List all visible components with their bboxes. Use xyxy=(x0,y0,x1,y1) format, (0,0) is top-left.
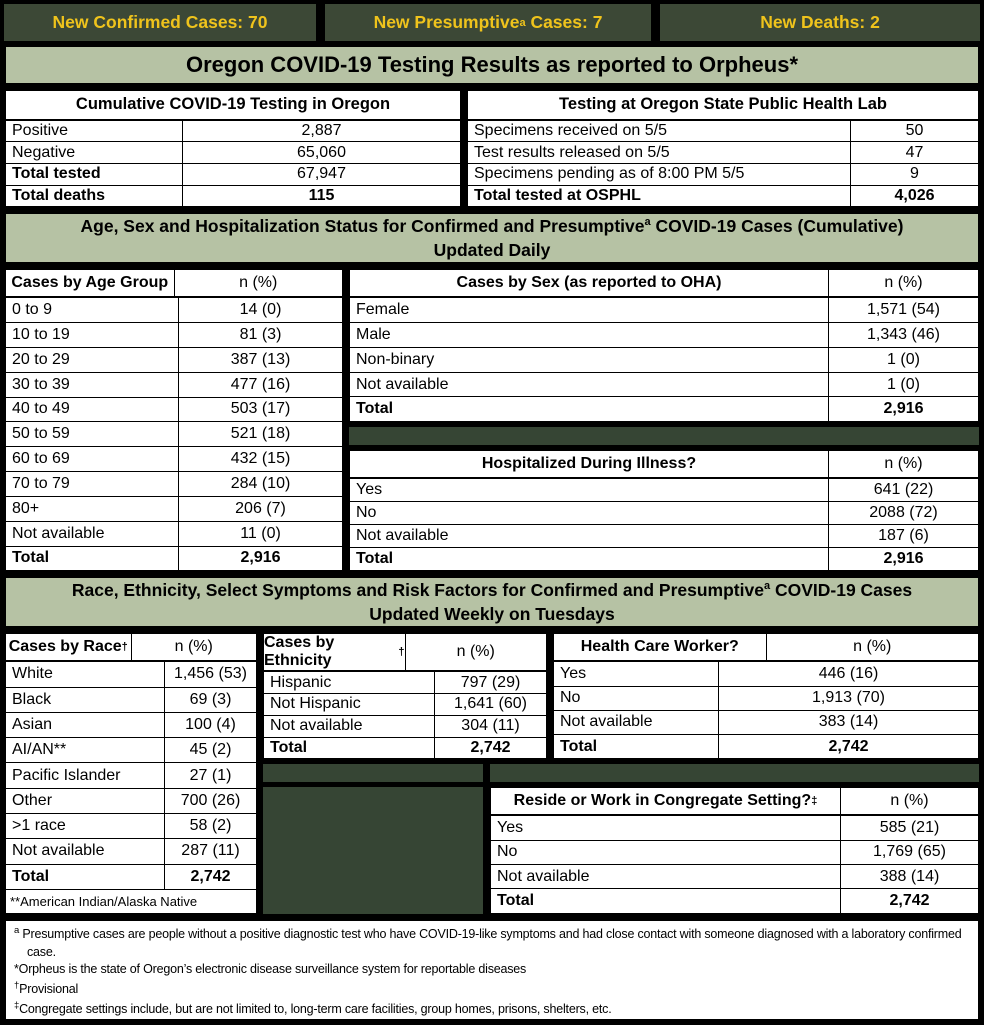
row-value-cell: 1,913 (70) xyxy=(718,687,978,710)
section-title-line1 xyxy=(72,578,912,602)
row-label-cell: Total xyxy=(497,892,535,910)
table-row xyxy=(6,322,342,347)
row-label-cell: Yes xyxy=(497,818,524,836)
table-row xyxy=(491,864,978,888)
risk-section-title xyxy=(4,576,980,628)
table-row xyxy=(554,662,978,685)
row-value-cell: 115 xyxy=(182,186,460,207)
table-body xyxy=(350,298,978,421)
row-value-cell: 206 (7) xyxy=(178,497,342,521)
table-row xyxy=(554,734,978,758)
table-row xyxy=(6,737,256,762)
new-deaths-badge xyxy=(660,4,980,41)
row-label-cell: Pacific Islander xyxy=(12,766,121,784)
table-row xyxy=(264,715,546,737)
title-text: Race, Ethnicity, Select Symptoms and Risk Factors for Confirmed and Presumptive xyxy=(71,580,764,601)
footnote xyxy=(14,924,970,962)
table-row xyxy=(264,693,546,715)
table-row xyxy=(6,813,256,838)
new-deaths-text: New Deaths: 2 xyxy=(760,12,880,33)
row-label-cell: Other xyxy=(12,791,53,809)
new-confirmed-cases-text: New Confirmed Cases: 70 xyxy=(52,12,268,33)
filler-strip-row xyxy=(262,763,980,783)
table-row xyxy=(491,816,978,839)
row-label-cell: Specimens received on 5/5 xyxy=(474,121,667,139)
health-care-worker-table xyxy=(552,632,980,760)
alert-bar xyxy=(4,4,980,41)
title-text: Age, Sex and Hospitalization Status for Confirmed and Presumptive xyxy=(80,216,645,237)
row-value-cell: 641 (22) xyxy=(828,479,978,501)
table-row xyxy=(6,471,342,496)
header-value-cell: n (%) xyxy=(840,788,978,814)
title-text: COVID-19 Cases xyxy=(770,580,913,601)
row-label-cell: 10 to 19 xyxy=(12,325,70,343)
congregate-row xyxy=(262,786,980,914)
row-value-cell: 50 xyxy=(850,121,978,142)
footnote-marker: ‡ xyxy=(14,1000,20,1012)
header-label-cell: Reside or Work in Congregate Setting? ‡ xyxy=(513,792,818,810)
row-label-cell: No xyxy=(560,689,581,707)
row-label-cell: Not available xyxy=(356,527,449,545)
table-row xyxy=(6,421,342,446)
row-value-cell: 1,571 (54) xyxy=(828,298,978,322)
row-value-cell: 2,742 xyxy=(434,738,546,759)
header-value-cell: n (%) xyxy=(131,634,257,660)
table-header: Testing at Oregon State Public Health Lab xyxy=(468,91,978,121)
row-label-cell: White xyxy=(12,665,53,683)
table-row xyxy=(468,141,978,163)
table-row xyxy=(350,524,978,547)
table-row xyxy=(350,547,978,570)
cumulative-testing-table xyxy=(4,89,462,209)
sex-hospitalization-column xyxy=(348,268,980,572)
header-value-cell: n (%) xyxy=(766,634,979,660)
row-value-cell: 2,916 xyxy=(828,397,978,421)
cases-by-ethnicity-table xyxy=(262,632,548,760)
row-label-cell: Asian xyxy=(12,716,53,733)
row-value-cell: 69 (3) xyxy=(164,688,256,712)
title-text: COVID-19 Cases (Cumulative) xyxy=(650,216,904,237)
row-value-cell: 2088 (72) xyxy=(828,502,978,524)
row-label-cell: Hispanic xyxy=(270,673,332,691)
header-label-cell: Cases by Sex (as reported to OHA) xyxy=(456,274,722,292)
table-row xyxy=(6,762,256,787)
row-label-cell: Total tested at OSPHL xyxy=(474,186,641,204)
row-value-cell: 14 (0) xyxy=(178,298,342,322)
table-row xyxy=(6,788,256,813)
table-body xyxy=(6,298,342,570)
table-row xyxy=(491,888,978,912)
table-row xyxy=(554,710,978,734)
cases-by-sex-table xyxy=(348,268,980,423)
row-value-cell: 446 (16) xyxy=(718,662,978,685)
table-row xyxy=(468,121,978,142)
row-label-cell: Not available xyxy=(497,867,590,885)
new-presumptive-text-post: Cases: 7 xyxy=(525,12,603,33)
row-label-cell: Total xyxy=(270,738,308,756)
row-value-cell: 2,742 xyxy=(840,889,978,912)
row-label-cell: Total xyxy=(560,737,598,755)
demographics-section xyxy=(4,268,980,572)
row-value-cell: 58 (2) xyxy=(164,814,256,838)
table-row xyxy=(491,840,978,864)
header-label-cell: Health Care Worker? xyxy=(580,638,739,656)
row-label-cell: Male xyxy=(356,325,391,343)
row-label-cell: Not available xyxy=(356,375,449,393)
new-presumptive-cases-badge: New Presumptive a Cases: 7 xyxy=(325,4,651,41)
new-confirmed-cases-badge xyxy=(4,4,316,41)
cases-by-race-table xyxy=(4,632,258,914)
row-value-cell: 9 xyxy=(850,164,978,185)
table-row xyxy=(6,298,342,322)
table-body xyxy=(264,672,546,758)
row-value-cell: 187 (6) xyxy=(828,525,978,547)
table-row xyxy=(6,521,342,546)
row-label-cell: Total xyxy=(12,867,50,885)
table-row xyxy=(6,347,342,372)
table-row xyxy=(264,672,546,693)
row-value-cell: 284 (10) xyxy=(178,472,342,496)
row-value-cell: 1,343 (46) xyxy=(828,323,978,347)
footnotes xyxy=(4,919,980,1021)
row-label-cell: 80+ xyxy=(12,499,40,517)
table-row xyxy=(6,185,460,207)
table-row xyxy=(350,298,978,322)
table-row xyxy=(6,397,342,422)
footnote-text: Presumptive cases are people without a positive diagnostic test who have COVID-19-like symptoms and had close contact with someone diagnosed with a laboratory confirmed case. xyxy=(19,926,962,959)
row-value-cell: 521 (18) xyxy=(178,422,342,446)
header-value-cell: n (%) xyxy=(405,634,547,670)
table-body xyxy=(6,121,460,207)
table-header xyxy=(6,270,342,298)
table-row xyxy=(6,687,256,712)
row-value-cell: 797 (29) xyxy=(434,672,546,693)
table-row xyxy=(6,141,460,163)
congregate-setting-table xyxy=(489,786,980,914)
row-value-cell: 477 (16) xyxy=(178,373,342,397)
row-label-cell: Total deaths xyxy=(12,186,106,204)
row-label-cell: Yes xyxy=(560,664,587,682)
row-label-cell: 60 to 69 xyxy=(12,450,70,468)
row-value-cell: 1,456 (53) xyxy=(164,662,256,686)
row-label-cell: Not available xyxy=(560,713,653,731)
row-value-cell: 1 (0) xyxy=(828,373,978,397)
table-header xyxy=(491,788,978,816)
row-value-cell: 1,769 (65) xyxy=(840,841,978,864)
table-row xyxy=(6,446,342,471)
row-value-cell: 383 (14) xyxy=(718,711,978,734)
filler-block xyxy=(262,786,484,914)
row-label-cell: 50 to 59 xyxy=(12,425,70,443)
row-label-cell: Black xyxy=(12,690,52,708)
row-label-cell: Total xyxy=(356,400,394,418)
table-row xyxy=(6,712,256,737)
row-value-cell: 700 (26) xyxy=(164,789,256,813)
row-label-cell: Not available xyxy=(12,842,105,860)
row-label-cell: Non-binary xyxy=(356,350,435,368)
testing-section xyxy=(4,89,980,209)
new-presumptive-text-pre: New Presumptive xyxy=(373,12,520,33)
section-title-line1 xyxy=(81,214,904,238)
row-value-cell: 2,887 xyxy=(182,121,460,142)
row-value-cell: 1,641 (60) xyxy=(434,694,546,715)
row-value-cell: 387 (13) xyxy=(178,348,342,372)
table-row xyxy=(350,501,978,524)
row-value-cell: 2,742 xyxy=(164,865,256,889)
header-label-cell: Cases by Ethnicity † xyxy=(264,634,405,670)
row-label-cell: Not Hispanic xyxy=(270,695,361,713)
page-title: Oregon COVID-19 Testing Results as reported to Orpheus* xyxy=(4,45,980,84)
table-body xyxy=(554,662,978,758)
table-row xyxy=(6,372,342,397)
table-row xyxy=(468,185,978,207)
header-label-cell: Hospitalized During Illness? xyxy=(481,455,697,473)
table-row xyxy=(6,838,256,863)
row-label-cell: Not available xyxy=(270,717,363,735)
section-title-line2: Updated Daily xyxy=(433,240,551,261)
row-value-cell: 2,742 xyxy=(718,735,978,758)
row-value-cell: 27 (1) xyxy=(164,763,256,787)
row-label-cell: No xyxy=(497,843,518,861)
row-label-cell: No xyxy=(356,504,377,522)
header-label-cell: Cases by Age Group xyxy=(11,274,169,292)
table-row xyxy=(350,479,978,501)
row-label-cell: Total tested xyxy=(12,165,101,183)
osphl-testing-table xyxy=(466,89,980,209)
header-value-cell: n (%) xyxy=(828,270,978,296)
row-label-cell: Positive xyxy=(12,121,69,139)
table-header xyxy=(6,634,256,662)
row-label-cell: Test results released on 5/5 xyxy=(474,143,670,161)
filler-strip-left xyxy=(262,763,484,783)
superscript-marker: a xyxy=(763,580,771,593)
table-row xyxy=(6,121,460,142)
ethnicity-hcw-congregate-column xyxy=(262,632,980,914)
header-value-cell: n (%) xyxy=(828,451,978,477)
row-value-cell: 304 (11) xyxy=(434,716,546,737)
footnote xyxy=(14,979,970,999)
row-value-cell: 1 (0) xyxy=(828,348,978,372)
table-row xyxy=(6,662,256,686)
row-label-cell: 30 to 39 xyxy=(12,375,70,393)
row-value-cell: 45 (2) xyxy=(164,738,256,762)
table-header xyxy=(264,634,546,672)
table-row xyxy=(6,546,342,571)
row-label-cell: Negative xyxy=(12,143,76,161)
risk-section xyxy=(4,632,980,914)
superscript-marker: a xyxy=(644,216,651,229)
row-value-cell: 11 (0) xyxy=(178,522,342,546)
row-label-cell: 20 to 29 xyxy=(12,350,70,368)
race-table-footnote: **American Indian/Alaska Native xyxy=(6,889,256,913)
row-label-cell: Total xyxy=(356,550,394,568)
row-label-cell: AI/AN** xyxy=(12,741,67,759)
footnote-text: Provisional xyxy=(19,982,79,997)
hospitalized-table xyxy=(348,449,980,572)
table-body xyxy=(350,479,978,570)
footnote-text: Orpheus is the state of Oregon’s electronic disease surveillance system for reportable diseases xyxy=(18,962,527,977)
table-row xyxy=(554,686,978,710)
table-row xyxy=(6,864,256,889)
footnote-marker: † xyxy=(14,980,20,992)
filler-strip-right xyxy=(489,763,980,783)
demographics-section-title xyxy=(4,212,980,264)
table-row xyxy=(468,163,978,185)
row-value-cell: 432 (15) xyxy=(178,447,342,471)
filler-bar xyxy=(348,426,980,446)
row-label-cell: >1 race xyxy=(12,817,66,835)
table-header xyxy=(350,270,978,298)
row-value-cell: 287 (11) xyxy=(164,839,256,863)
table-row xyxy=(350,322,978,347)
footnote-text: Congregate settings include, but are not limited to, long-term care facilities, group homes, prisons, shelters, etc. xyxy=(19,1002,612,1017)
table-row xyxy=(350,347,978,372)
row-value-cell: 388 (14) xyxy=(840,865,978,888)
row-label-cell: Yes xyxy=(356,481,383,499)
table-header xyxy=(350,451,978,479)
cases-by-age-table xyxy=(4,268,344,572)
row-value-cell: 65,060 xyxy=(182,142,460,163)
row-value-cell: 585 (21) xyxy=(840,816,978,839)
footnote-marker: * xyxy=(14,962,19,977)
table-header: Cumulative COVID-19 Testing in Oregon xyxy=(6,91,460,121)
header-value-cell: n (%) xyxy=(174,270,343,296)
row-value-cell: 503 (17) xyxy=(178,398,342,422)
table-row xyxy=(264,737,546,759)
table-row xyxy=(350,372,978,397)
table-row xyxy=(6,496,342,521)
row-value-cell: 100 (4) xyxy=(164,713,256,737)
row-label-cell: 70 to 79 xyxy=(12,474,70,492)
row-label-cell: Female xyxy=(356,301,410,319)
row-value-cell: 67,947 xyxy=(182,164,460,185)
row-label-cell: 0 to 9 xyxy=(12,301,53,319)
ethnicity-hcw-row xyxy=(262,632,980,760)
row-value-cell: 81 (3) xyxy=(178,323,342,347)
table-header xyxy=(554,634,978,662)
table-body xyxy=(468,121,978,207)
row-value-cell: 2,916 xyxy=(828,548,978,570)
table-body xyxy=(491,816,978,912)
row-value-cell: 2,916 xyxy=(178,547,342,571)
row-value-cell: 47 xyxy=(850,142,978,163)
table-body xyxy=(6,662,256,888)
row-label-cell: Total xyxy=(12,549,50,567)
row-value-cell: 4,026 xyxy=(850,186,978,207)
row-label-cell: Specimens pending as of 8:00 PM 5/5 xyxy=(474,165,745,183)
header-label-cell: Cases by Race † xyxy=(8,638,128,656)
section-title-line2: Updated Weekly on Tuesdays xyxy=(369,604,615,625)
row-label-cell: Not available xyxy=(12,524,105,542)
table-row xyxy=(350,396,978,421)
row-label-cell: 40 to 49 xyxy=(12,400,70,418)
table-row xyxy=(6,163,460,185)
footnote-marker: a xyxy=(14,924,20,936)
footnote xyxy=(14,961,970,979)
footnote xyxy=(14,999,970,1019)
